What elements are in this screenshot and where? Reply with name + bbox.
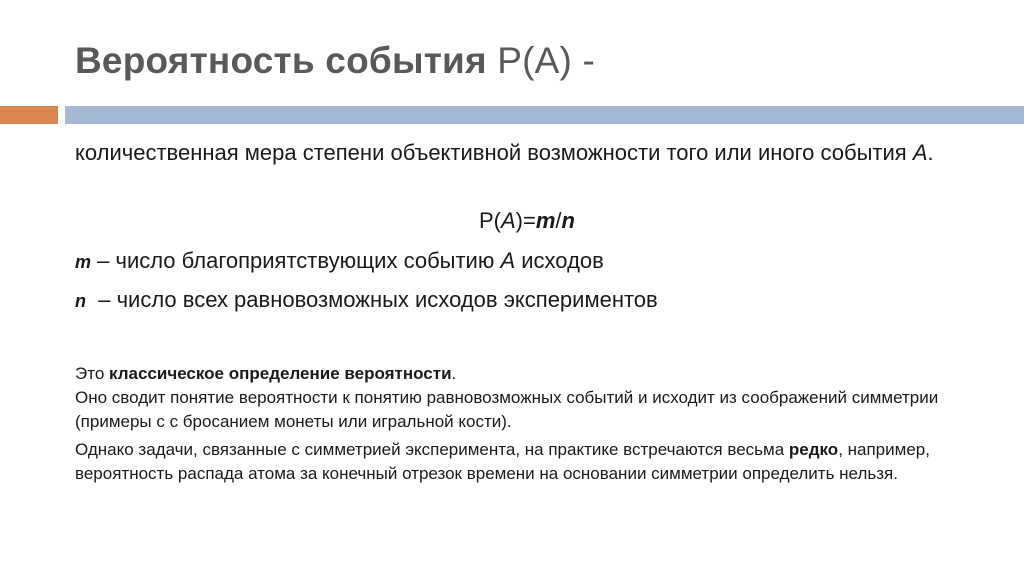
note1-prefix: Это xyxy=(75,364,109,383)
slide-title-math: P(A) - xyxy=(497,40,596,81)
formula-slash: / xyxy=(555,208,562,233)
variable-n-text: – число всех равновозможных исходов экспериментов xyxy=(86,287,658,312)
slide-title xyxy=(75,40,595,82)
variable-n-symbol: n xyxy=(75,291,86,311)
accent-bar-blue xyxy=(65,106,1024,124)
formula-n: n xyxy=(561,208,575,233)
probability-formula xyxy=(0,208,1024,234)
variable-m-line xyxy=(75,248,604,274)
note-classical-definition xyxy=(75,362,980,434)
formula-close: )= xyxy=(515,208,536,233)
note-symmetry-limitation xyxy=(75,438,980,486)
note1-line2: Оно сводит понятие вероятности к понятию равновозможных событий и исходит из соображений симметрии (примеры с с бросанием монеты или игральной кости). xyxy=(75,388,939,431)
formula-m: m xyxy=(535,208,556,233)
formula-a: A xyxy=(500,208,516,233)
slide-title-text: Вероятность события xyxy=(75,40,498,81)
note1-suffix: . xyxy=(451,364,457,383)
definition-text: количественная мера степени объективной возможности того или иного события xyxy=(75,140,913,165)
accent-bar-orange xyxy=(0,106,58,124)
formula-p: P( xyxy=(478,208,501,233)
definition-end: . xyxy=(927,140,934,165)
definition-var: A xyxy=(912,140,928,165)
variable-n-line xyxy=(75,287,658,313)
definition-paragraph xyxy=(75,138,1005,168)
variable-m-symbol: m xyxy=(75,252,92,272)
note2-bold: редко xyxy=(788,440,839,459)
variable-m-text-1: – число благоприятствующих событию xyxy=(91,248,501,273)
note1-bold: классическое определение вероятности xyxy=(109,364,452,383)
note2-suffix: , например, вероятность распада атома за конечный отрезок времени на основании симметрии определить нельзя. xyxy=(75,440,930,483)
variable-m-text-2: исходов xyxy=(515,248,604,273)
note2-prefix: Однако задачи, связанные с симметрией эксперимента, на практике встречаются весьма xyxy=(75,440,789,459)
variable-m-var: A xyxy=(500,248,516,273)
